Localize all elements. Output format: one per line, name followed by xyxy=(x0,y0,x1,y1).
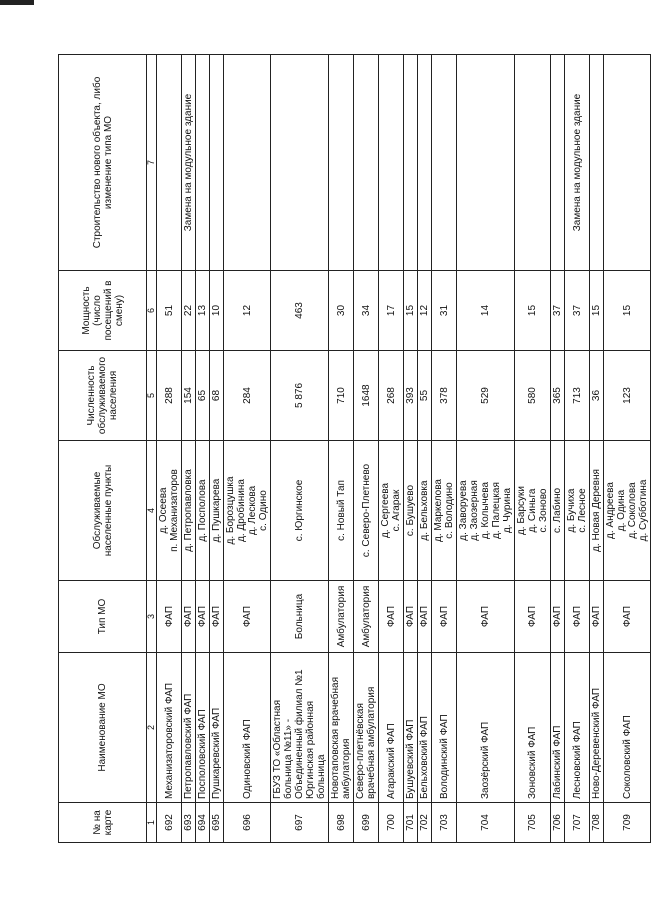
cell-name: Агаракский ФАП xyxy=(379,653,404,803)
settlement-name: д. Осеева xyxy=(158,487,169,534)
settlement-name: д. Барсуки xyxy=(516,485,527,536)
cell-capacity: 37 xyxy=(551,271,565,351)
table-row xyxy=(271,55,329,843)
table-row xyxy=(590,55,604,843)
cell-type: ФАП xyxy=(432,581,457,653)
cell-type: ФАП xyxy=(515,581,551,653)
settlement-name: д. Субботина xyxy=(638,479,649,542)
cell-num: 697 xyxy=(271,803,329,843)
settlement-name: с. Бушуево xyxy=(405,484,416,537)
cell-population: 710 xyxy=(329,351,354,441)
cell-name: Лесновский ФАП xyxy=(565,653,590,803)
cell-population: 36 xyxy=(590,351,604,441)
cell-construction xyxy=(418,55,432,271)
cell-settlements xyxy=(196,441,210,581)
settlement-name: с. Агарак xyxy=(391,489,402,532)
header-capacity: Мощность (число посещений в смену) xyxy=(59,271,147,351)
settlement-name: с. Зоново xyxy=(538,488,549,533)
cell-construction: Замена на модульное здание xyxy=(565,55,590,271)
cell-type: ФАП xyxy=(590,581,604,653)
settlement-name: с. Лабино xyxy=(552,487,563,534)
table-row xyxy=(418,55,432,843)
col-number: 4 xyxy=(147,441,157,581)
cell-settlements xyxy=(590,441,604,581)
settlement-name: д. Синьга xyxy=(527,488,538,533)
cell-num: 709 xyxy=(604,803,651,843)
cell-capacity: 30 xyxy=(329,271,354,351)
table-row xyxy=(182,55,196,843)
cell-settlements xyxy=(432,441,457,581)
header-population: Численность обслуживаемого населения xyxy=(59,351,147,441)
table-row xyxy=(551,55,565,843)
cell-type: Амбулатория xyxy=(329,581,354,653)
cell-type: ФАП xyxy=(210,581,224,653)
header-type: Тип МО xyxy=(59,581,147,653)
cell-name: Посполовский ФАП xyxy=(196,653,210,803)
cell-settlements xyxy=(182,441,196,581)
cell-num: 707 xyxy=(565,803,590,843)
cell-num: 700 xyxy=(379,803,404,843)
table-row xyxy=(515,55,551,843)
cell-capacity: 17 xyxy=(379,271,404,351)
settlement-name: с. Лесное xyxy=(577,488,588,533)
cell-settlements xyxy=(224,441,271,581)
cell-capacity: 15 xyxy=(590,271,604,351)
cell-settlements xyxy=(604,441,651,581)
cell-settlements xyxy=(457,441,515,581)
cell-type: ФАП xyxy=(604,581,651,653)
cell-name: Зоновский ФАП xyxy=(515,653,551,803)
cell-construction xyxy=(271,55,329,271)
settlement-name: д. Соколова xyxy=(627,482,638,539)
cell-name: Ново-Деревенский ФАП xyxy=(590,653,604,803)
cell-settlements xyxy=(210,441,224,581)
cell-construction: Замена на модульное здание xyxy=(182,55,196,271)
cell-construction xyxy=(551,55,565,271)
cell-settlements xyxy=(418,441,432,581)
cell-settlements xyxy=(404,441,418,581)
table-row xyxy=(354,55,379,843)
table-row xyxy=(329,55,354,843)
cell-num: 705 xyxy=(515,803,551,843)
cell-population: 284 xyxy=(224,351,271,441)
settlement-name: д. Чурина xyxy=(502,487,513,534)
cell-population: 580 xyxy=(515,351,551,441)
settlement-name: д. Колычева xyxy=(480,481,491,540)
table-row xyxy=(404,55,418,843)
col-number: 7 xyxy=(147,55,157,271)
cell-type: ФАП xyxy=(224,581,271,653)
cell-name: Соколовский ФАП xyxy=(604,653,651,803)
settlement-name: д. Бельховка xyxy=(419,480,430,541)
cell-population: 713 xyxy=(565,351,590,441)
cell-type: ФАП xyxy=(418,581,432,653)
settlement-name: д. Посполова xyxy=(197,479,208,542)
settlement-name: с. Володино xyxy=(444,482,455,539)
settlement-name: д. Палецкая xyxy=(491,482,502,539)
cell-type: ФАП xyxy=(379,581,404,653)
cell-num: 704 xyxy=(457,803,515,843)
cell-capacity: 15 xyxy=(604,271,651,351)
cell-name: Бушуевский ФАП xyxy=(404,653,418,803)
settlement-name: д. Борозцушка xyxy=(225,476,236,545)
cell-name: Новотаповская врачебная амбулатория xyxy=(329,653,354,803)
cell-type: ФАП xyxy=(404,581,418,653)
cell-num: 695 xyxy=(210,803,224,843)
col-number: 3 xyxy=(147,581,157,653)
rotated-table-wrapper xyxy=(58,55,649,843)
header-settlements: Обслуживаемые населенные пункты xyxy=(59,441,147,581)
cell-population: 154 xyxy=(182,351,196,441)
settlement-name: с. Одино xyxy=(258,490,269,531)
cell-name: Бельховский ФАП xyxy=(418,653,432,803)
col-number: 5 xyxy=(147,351,157,441)
settlement-name: д. Заозерная xyxy=(469,480,480,541)
cell-num: 696 xyxy=(224,803,271,843)
col-number: 1 xyxy=(147,803,157,843)
table-row xyxy=(432,55,457,843)
settlement-name: д. Сергеева xyxy=(380,482,391,539)
table-row xyxy=(604,55,651,843)
cell-name: Володинский ФАП xyxy=(432,653,457,803)
cell-type: ФАП xyxy=(157,581,182,653)
cell-construction xyxy=(224,55,271,271)
cell-num: 703 xyxy=(432,803,457,843)
cell-name: Северо-плетнёвская врачебная амбулатория xyxy=(354,653,379,803)
settlement-name: д. Лескова xyxy=(247,485,258,536)
table-header-row xyxy=(59,55,147,843)
cell-num: 701 xyxy=(404,803,418,843)
header-num: № на карте xyxy=(59,803,147,843)
cell-capacity: 37 xyxy=(565,271,590,351)
cell-name: Пушкаревский ФАП xyxy=(210,653,224,803)
scan-corner-mark xyxy=(0,0,34,5)
cell-num: 698 xyxy=(329,803,354,843)
cell-settlements xyxy=(354,441,379,581)
cell-population: 393 xyxy=(404,351,418,441)
cell-population: 55 xyxy=(418,351,432,441)
cell-capacity: 14 xyxy=(457,271,515,351)
table-body xyxy=(157,55,651,843)
settlement-name: д. Новая Деревня xyxy=(591,469,602,552)
cell-construction xyxy=(354,55,379,271)
cell-construction xyxy=(329,55,354,271)
cell-population: 288 xyxy=(157,351,182,441)
cell-construction xyxy=(515,55,551,271)
cell-type: ФАП xyxy=(457,581,515,653)
settlement-name: д. Петропавловка xyxy=(183,469,194,552)
cell-type: ФАП xyxy=(565,581,590,653)
cell-capacity: 22 xyxy=(182,271,196,351)
cell-settlements xyxy=(551,441,565,581)
cell-settlements xyxy=(515,441,551,581)
cell-num: 708 xyxy=(590,803,604,843)
table-row xyxy=(157,55,182,843)
cell-construction xyxy=(590,55,604,271)
cell-construction xyxy=(604,55,651,271)
table-row xyxy=(457,55,515,843)
settlement-name: д. Бучиха xyxy=(566,488,577,533)
col-number: 2 xyxy=(147,653,157,803)
cell-population: 268 xyxy=(379,351,404,441)
cell-name: Лабинский ФАП xyxy=(551,653,565,803)
settlement-name: д. Одина xyxy=(616,489,627,532)
cell-capacity: 12 xyxy=(418,271,432,351)
cell-capacity: 463 xyxy=(271,271,329,351)
settlement-name: с. Юргинское xyxy=(294,479,305,542)
cell-num: 706 xyxy=(551,803,565,843)
cell-settlements xyxy=(329,441,354,581)
cell-name: Петропавловский ФАП xyxy=(182,653,196,803)
cell-type: ФАП xyxy=(551,581,565,653)
cell-settlements xyxy=(565,441,590,581)
cell-construction xyxy=(457,55,515,271)
cell-name: Одиновский ФАП xyxy=(224,653,271,803)
cell-population: 378 xyxy=(432,351,457,441)
cell-construction xyxy=(432,55,457,271)
settlement-name: п. Механизаторов xyxy=(169,469,180,552)
header-construction: Строительство нового объекта, либо изменение типа МО xyxy=(59,55,147,271)
cell-capacity: 15 xyxy=(404,271,418,351)
cell-type: Больница xyxy=(271,581,329,653)
cell-population: 5 876 xyxy=(271,351,329,441)
settlement-name: с. Новый Тап xyxy=(335,480,347,541)
cell-num: 694 xyxy=(196,803,210,843)
table-row xyxy=(196,55,210,843)
cell-name: ГБУЗ ТО «Областная больница №11» - Объединенный филиал №1 Юргинская районная больница xyxy=(271,653,329,803)
cell-num: 699 xyxy=(354,803,379,843)
cell-population: 365 xyxy=(551,351,565,441)
settlement-name: д. Андреева xyxy=(605,482,616,539)
cell-population: 68 xyxy=(210,351,224,441)
cell-construction xyxy=(157,55,182,271)
table-row xyxy=(379,55,404,843)
cell-name: Заозёрский ФАП xyxy=(457,653,515,803)
cell-population: 529 xyxy=(457,351,515,441)
cell-population: 1648 xyxy=(354,351,379,441)
cell-construction xyxy=(196,55,210,271)
cell-num: 692 xyxy=(157,803,182,843)
facilities-table xyxy=(58,54,651,843)
cell-construction xyxy=(379,55,404,271)
cell-capacity: 31 xyxy=(432,271,457,351)
column-number-row xyxy=(147,55,157,843)
settlement-name: д. Пушкарева xyxy=(211,478,222,543)
table-row xyxy=(210,55,224,843)
table-row xyxy=(224,55,271,843)
cell-num: 702 xyxy=(418,803,432,843)
cell-settlements xyxy=(271,441,329,581)
table-row xyxy=(565,55,590,843)
cell-capacity: 15 xyxy=(515,271,551,351)
cell-name: Механизаторовский ФАП xyxy=(157,653,182,803)
settlement-name: д. Заворуева xyxy=(458,480,469,541)
col-number: 6 xyxy=(147,271,157,351)
cell-capacity: 10 xyxy=(210,271,224,351)
cell-capacity: 12 xyxy=(224,271,271,351)
settlement-name: д. Дробинина xyxy=(236,479,247,542)
cell-num: 693 xyxy=(182,803,196,843)
cell-capacity: 51 xyxy=(157,271,182,351)
cell-population: 65 xyxy=(196,351,210,441)
cell-capacity: 34 xyxy=(354,271,379,351)
cell-settlements xyxy=(379,441,404,581)
cell-construction xyxy=(210,55,224,271)
header-name: Наименование МО xyxy=(59,653,147,803)
cell-type: ФАП xyxy=(182,581,196,653)
settlement-name: с. Северо-Плетнево xyxy=(360,463,372,558)
cell-population: 123 xyxy=(604,351,651,441)
cell-construction xyxy=(404,55,418,271)
cell-type: ФАП xyxy=(196,581,210,653)
settlement-name: д. Маркелова xyxy=(433,479,444,542)
cell-settlements xyxy=(157,441,182,581)
cell-capacity: 13 xyxy=(196,271,210,351)
cell-type: Амбулатория xyxy=(354,581,379,653)
